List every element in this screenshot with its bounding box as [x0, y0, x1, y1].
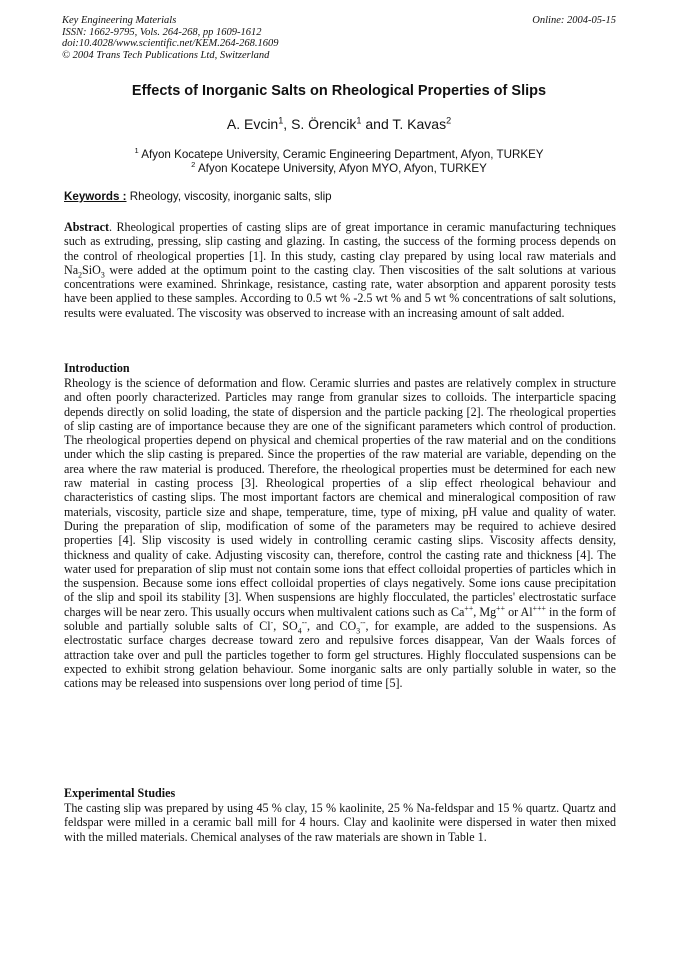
affiliations — [62, 148, 616, 176]
affiliation-mark: 1 — [278, 115, 284, 126]
experimental-paragraph: The casting slip was prepared by using 45 % clay, 15 % kaolinite, 25 % Na-feldspar and 15 % quartz. Quartz and feldspar were milled in a ceramic ball mill for 4 hours. Clay and kaolinite were dispersed in water then mixed with the milled materials. Chemical analyses of the raw materials are shown in Table 1. — [64, 801, 616, 844]
affiliation-mark: 2 — [446, 115, 452, 126]
keywords-label: Keywords : — [64, 190, 127, 203]
author-list — [62, 116, 616, 132]
section-heading-experimental: Experimental Studies — [64, 786, 176, 800]
journal-header — [62, 15, 616, 61]
affiliation-2 — [62, 162, 616, 176]
journal-name: Key Engineering Materials — [62, 15, 177, 26]
online-date: Online: 2004-05-15 — [532, 15, 616, 26]
superscript: ++ — [464, 603, 474, 613]
abstract-text: were added at the optimum point to the casting clay. Then viscosities of the salt solutions at various concentrations were examined. Shrinkage, resistance, casting rate, water absorption and apparent porosity tests have been applied to these samples. According to 0.5 wt % -2.5 wt % and 5 wt % concentrations of salt solutions, results were evaluated. The viscosity was observed to increase with an increasing amount of salt added. — [64, 262, 616, 320]
subscript: 3 — [100, 270, 105, 280]
affiliation-mark: 1 — [356, 115, 362, 126]
section-heading-introduction: Introduction — [64, 361, 130, 375]
body-text: , for example, are added to the suspensions. As electrostatic surface charges decrease toward zero and repulsive forces disappear, Van der Waals forces of attraction take over and pull the particles together to form gel structures. Highly flocculated suspensions can be expected to exhibit strong gelation behaviour. Some inorganic salts are only partially soluble in water, so the cations may be released into suspensions over long period of time [5]. — [64, 619, 616, 691]
introduction-paragraph — [64, 376, 616, 691]
affiliation-text: Afyon Kocatepe University, Ceramic Engineering Department, Afyon, TURKEY — [138, 148, 544, 161]
subscript: 4 — [297, 626, 302, 636]
paper-title: Effects of Inorganic Salts on Rheological Properties of Slips — [131, 83, 547, 99]
abstract — [64, 220, 616, 320]
affiliation-1 — [62, 148, 616, 162]
affiliation-mark: 1 — [134, 146, 139, 156]
superscript: - — [270, 618, 274, 628]
body-text: or Al — [505, 604, 533, 619]
superscript: -- — [301, 618, 307, 628]
body-text: Rheology is the science of deformation and flow. Ceramic slurries and pastes are relatively complex in structure and often poorly characterized. Particles may range from granular sizes to colloids. The interparticle spacing depends directly on solid loading, the state of dispersion and the particle packing [2]. The rheological properties of slip casting are of importance because they are one of the significant parameters which control of production. The rheological properties depend on physical and chemical properties of the raw material and on the conditions under which the slip casting is prepared. Since the properties of the raw material are variable, depending on the area where the raw material is produced. Therefore, the rheological properties must be determined for each new raw material in casting process [3]. Rheological properties of a slip effect rheological behaviour and characteristics of casting slips. The most important factors are chemical and mineralogical composition of raw materials, viscosity, particle size and shape, temperature, time, type of mixing, pH value and quality of water. During the preparation of slip, modification of some of the parameters may be required to achieve desired properties [4]. Slip viscosity is used widely in controlling ceramic casting slips. Viscosity affects density, thickness and quality of cake. Adjusting viscosity can, therefore, control the casting rate and thickness [4]. The water used for preparation of slip must not contain some ions that effect colloidal properties of particles which in the suspension. Because some ions effect colloidal properties of clays negatively. Some ions cause precipitation of the slip and spoil its stability [3]. When suspensions are highly flocculated, the particles' electrostatic surface charges will be near zero. This usually occurs when multivalent cations such as Ca — [64, 376, 616, 619]
author-name: S. Örencik — [291, 116, 357, 132]
issn-line: ISSN: 1662-9795, Vols. 264-268, pp 1609-1612 — [62, 26, 262, 38]
keywords — [64, 190, 616, 203]
body-text: , and CO — [306, 619, 357, 634]
author-name: T. Kavas — [392, 116, 447, 132]
abstract-text: SiO — [82, 262, 101, 277]
affiliation-text: Afyon Kocatepe University, Afyon MYO, Afyon, TURKEY — [195, 162, 487, 175]
body-text: , Mg — [473, 604, 497, 619]
body-text: in the form of soluble and partially soluble salts of Cl — [64, 604, 616, 634]
abstract-text: . Rheological properties of casting slips are of great importance in ceramic manufacturing techniques such as extruding, pressing, slip casting and glazing. In casting, the success of the forming process depends on the control of rheological properties [1]. In this study, casting clay prepared by using local raw materials and Na — [64, 220, 616, 277]
author-name: A. Evcin — [226, 116, 279, 132]
keywords-text: Rheology, viscosity, inorganic salts, slip — [126, 190, 332, 203]
affiliation-mark: 2 — [191, 160, 196, 170]
subscript: 3 — [356, 626, 361, 636]
superscript: -- — [360, 618, 366, 628]
superscript: ++ — [496, 603, 506, 613]
copyright-line: © 2004 Trans Tech Publications Ltd, Switzerland — [62, 49, 270, 61]
body-text: , SO — [273, 619, 298, 634]
author-separator: , — [283, 116, 292, 132]
author-separator: and — [361, 116, 393, 132]
abstract-label: Abstract — [64, 220, 110, 234]
superscript: +++ — [532, 603, 546, 613]
subscript: 2 — [78, 270, 83, 280]
doi-line: doi:10.4028/www.scientific.net/KEM.264-268.1609 — [62, 38, 279, 50]
